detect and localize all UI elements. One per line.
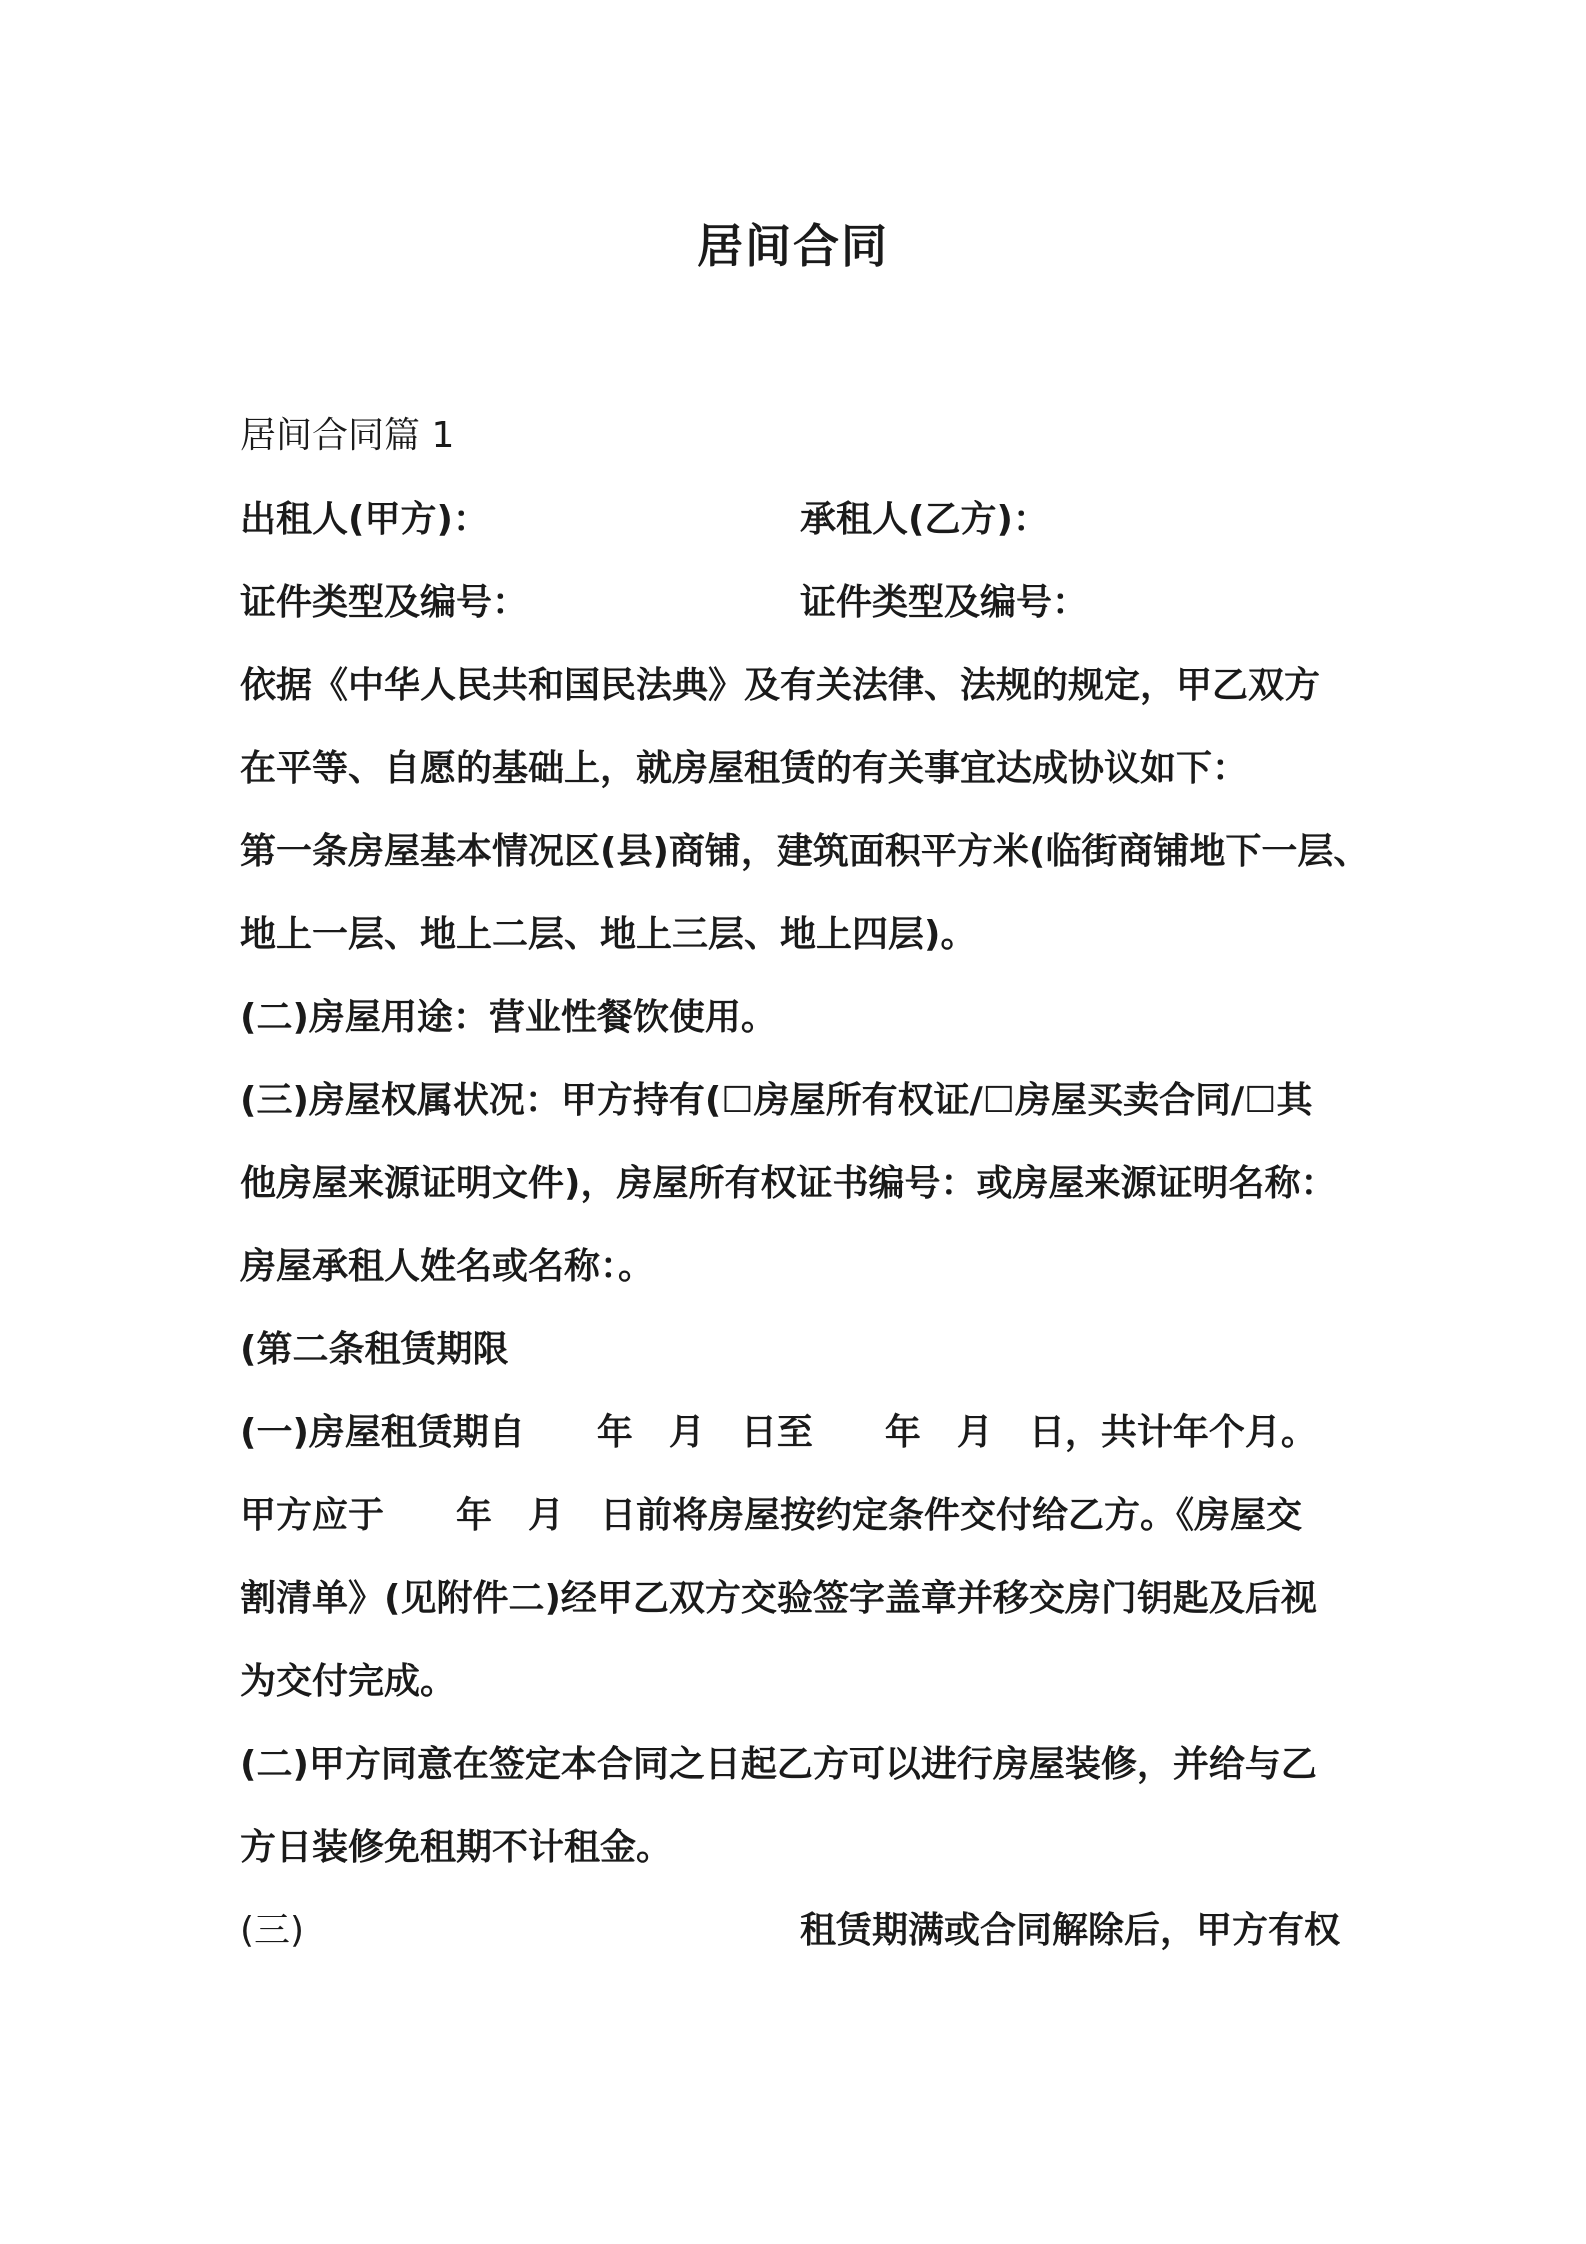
body-line: (二)房屋用途：营业性餐饮使用。 [240,997,777,1038]
body-line: 依据《中华人民共和国民法典》及有关法律、法规的规定，甲乙双方 [240,665,1321,706]
last-line-right: 租赁期满或合同解除后，甲方有权 [800,1910,1341,1951]
body-line: 割清单》(见附件二)经甲乙双方交验签字盖章并移交房门钥匙及后视 [240,1578,1317,1619]
body-line: 甲方应于 年 月 日前将房屋按约定条件交付给乙方。《房屋交 [240,1495,1303,1536]
body-line: (一)房屋租赁期自 年 月 日至 年 月 日，共计年个月。 [240,1412,1317,1453]
lessee-label: 承租人(乙方)： [800,499,1049,540]
body-line: 地上一层、地上二层、地上三层、地上四层)。 [240,914,977,955]
body-line: 方日装修免租期不计租金。 [240,1827,673,1868]
body-line: 房屋承租人姓名或名称：。 [240,1246,655,1287]
body-line: 为交付完成。 [240,1661,457,1702]
last-line [240,1909,1341,1952]
last-line-left: (三) [240,1910,305,1951]
body-line: (二)甲方同意在签定本合同之日起乙方可以进行房屋装修，并给与乙 [240,1744,1317,1785]
body-line: (第二条租赁期限 [240,1329,509,1370]
body-line: 他房屋来源证明文件)，房屋所有权证书编号：或房屋来源证明名称： [240,1163,1337,1204]
lessor-id-label: 证件类型及编号： [240,582,529,623]
id-row [240,581,1089,624]
body-line: 第一条房屋基本情况区(县)商铺，建筑面积平方米(临街商铺地下一层、 [240,831,1370,872]
body-line: 在平等、自愿的基础上，就房屋租赁的有关事宜达成协议如下： [240,748,1249,789]
document-title: 居间合同 [697,219,889,273]
party-row [240,498,1049,541]
lessor-label: 出租人(甲方)： [240,499,489,540]
body-line: (三)房屋权属状况：甲方持有(☐房屋所有权证/☐房屋买卖合同/☐其 [240,1080,1313,1121]
lessee-id-label: 证件类型及编号： [800,582,1089,623]
section-heading: 居间合同篇 1 [240,415,455,456]
